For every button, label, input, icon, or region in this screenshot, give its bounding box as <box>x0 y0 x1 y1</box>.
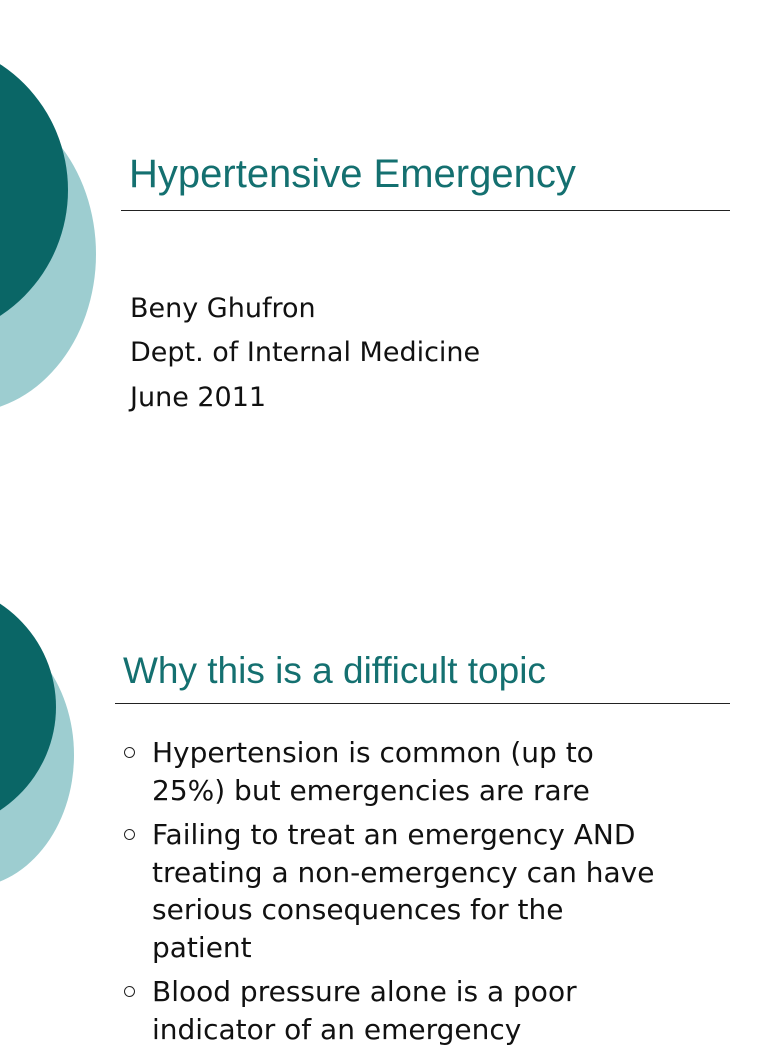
title-underline <box>121 210 730 211</box>
bullet-line: Failing to treat an emergency AND <box>152 818 636 851</box>
hollow-circle-bullet-icon <box>124 829 135 840</box>
slide-title: Hypertensive Emergency <box>129 152 576 196</box>
bullet-line: 25%) but emergencies are rare <box>152 773 590 807</box>
bullet-line: indicator of an emergency <box>152 1012 522 1046</box>
date: June 2011 <box>130 382 267 413</box>
slide-1 <box>0 0 768 512</box>
bullet-list <box>122 734 722 1055</box>
bullet-line: treating a non-emergency can have <box>152 855 655 889</box>
department: Dept. of Internal Medicine <box>130 337 481 368</box>
slide-2 <box>0 512 768 1046</box>
hollow-circle-bullet-icon <box>124 747 135 758</box>
bullet-line: Blood pressure alone is a poor <box>152 975 577 1008</box>
author-name: Beny Ghufron <box>130 293 316 324</box>
bullet-item <box>122 734 722 809</box>
title-underline <box>115 703 730 704</box>
bullet-item <box>122 973 722 1048</box>
bullet-item <box>122 816 722 966</box>
bullet-line: patient <box>152 930 252 964</box>
bullet-line: Hypertension is common (up to <box>152 736 594 769</box>
bullet-line: serious consequences for the <box>152 893 564 926</box>
hollow-circle-bullet-icon <box>124 986 135 997</box>
slide-title: Why this is a difficult topic <box>123 650 546 691</box>
